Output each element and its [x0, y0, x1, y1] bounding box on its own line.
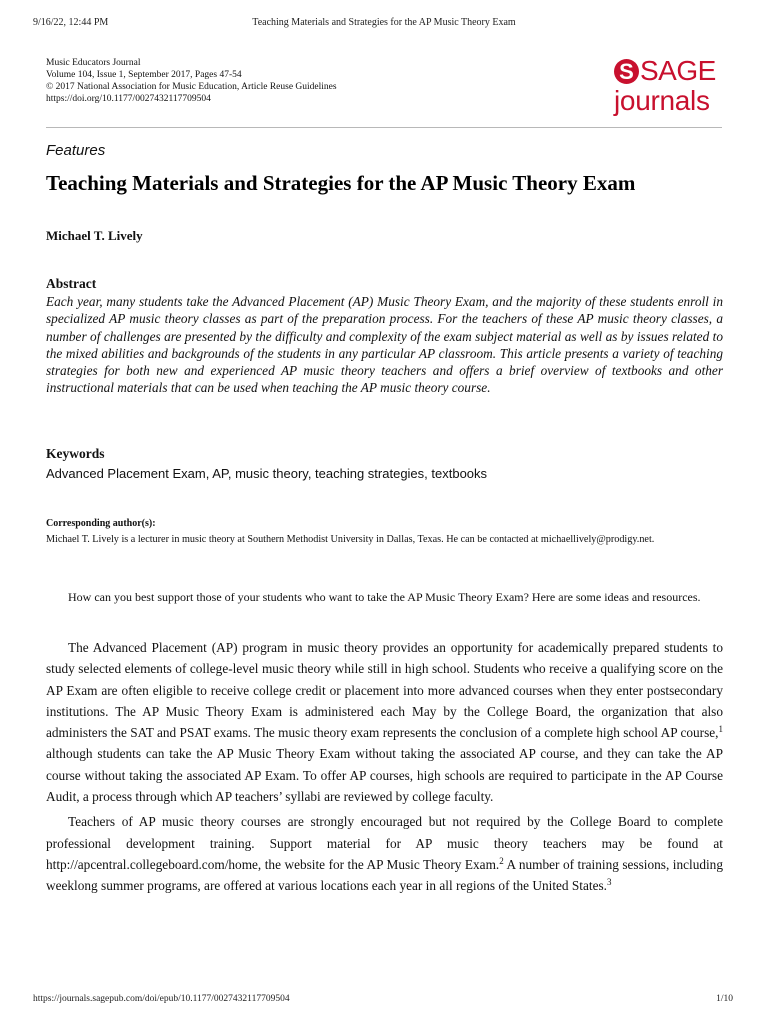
- footnote-ref-1[interactable]: 1: [718, 724, 723, 735]
- body-paragraph-1: [46, 637, 723, 807]
- print-datetime: 9/16/22, 12:44 PM: [33, 17, 109, 28]
- body-p2-text-b: A number of training sessions, including weeklong summer programs, are offered at various locations each year in all regions of the United States.: [46, 856, 723, 894]
- logo-journals-text: journals: [614, 85, 710, 116]
- print-title: Teaching Materials and Strategies for the AP Music Theory Exam: [252, 17, 516, 28]
- footnote-ref-2[interactable]: 2: [499, 855, 504, 866]
- article-body: [46, 637, 723, 901]
- sage-s-icon: S: [614, 59, 639, 84]
- keywords-heading: Keywords: [46, 446, 105, 461]
- header-divider: [46, 127, 722, 128]
- intro-blurb: How can you best support those of your students who want to take the AP Music Theory Exam? Here are some ideas and resources.: [68, 590, 701, 604]
- corresponding-author-heading: Corresponding author(s):: [46, 518, 156, 529]
- logo-sage-text: SAGE: [640, 55, 716, 86]
- body-p1-text-a: The Advanced Placement (AP) program in music theory provides an opportunity for academically prepared students to study selected elements of college-level music theory while still in high school. Students who receive a qualifying score on the AP Exam are often eligible to receive college credit or placement into more advanced courses when they enter postsecondary institutions. The AP Music Theory Exam is administered each May by the College Board, the organization that also administers the SAT and PSAT exams. The music theory exam represents the conclusion of a complete high school AP course,: [46, 640, 723, 741]
- sage-journals-logo[interactable]: [614, 56, 726, 118]
- article-title: Teaching Materials and Strategies for the AP Music Theory Exam: [46, 171, 636, 195]
- keywords-list: Advanced Placement Exam, AP, music theory, teaching strategies, textbooks: [46, 466, 488, 481]
- journal-volume: Volume 104, Issue 1, September 2017, Pages 47-54: [46, 70, 242, 80]
- abstract-text: Each year, many students take the Advanced Placement (AP) Music Theory Exam, and the majority of these students enroll in specialized AP music theory classes as part of the preparation process. For the teachers of these AP music theory classes, a number of challenges are presented by the difficulty and complexity of the exam subject material as well as by issues related to the mixed abilities and backgrounds of the students in any particular AP classroom. This article presents a variety of teaching strategies for both new and experienced AP music theory teachers and offers a brief overview of textbooks and other instructional materials that can be used when teaching the AP music theory course.: [46, 294, 723, 396]
- journal-info: [46, 57, 337, 105]
- footnote-ref-3[interactable]: 3: [607, 877, 612, 888]
- abstract-heading: Abstract: [46, 276, 97, 291]
- print-url: https://journals.sagepub.com/doi/epub/10.1177/0027432117709504: [33, 994, 290, 1004]
- body-paragraph-2: [46, 811, 723, 896]
- journal-copyright: © 2017 National Association for Music Education, Article Reuse Guidelines: [46, 82, 337, 92]
- section-label: Features: [46, 142, 106, 159]
- journal-doi[interactable]: https://doi.org/10.1177/0027432117709504: [46, 94, 211, 104]
- body-p2-text-a: Teachers of AP music theory courses are strongly encouraged but not required by the College Board to complete professional development training. Support material for AP music theory teachers may be found at http://apcentral.collegeboard.com/home, the website for the AP Music Theory Exam.: [46, 814, 723, 872]
- page-number: 1/10: [716, 994, 733, 1004]
- journal-name: Music Educators Journal: [46, 58, 141, 68]
- author-name[interactable]: Michael T. Lively: [46, 228, 143, 243]
- corresponding-author-text: Michael T. Lively is a lecturer in music theory at Southern Methodist University in Dallas, Texas. He can be contacted at michaellively@prodigy.net.: [46, 534, 655, 545]
- body-p1-text-b: although students can take the AP Music Theory Exam without taking the associated AP course, and they can take the AP course without taking the associated AP Exam. To offer AP courses, high schools are required to participate in the AP Course Audit, a process through which AP teachers’ syllabi are reviewed by college faculty.: [46, 746, 723, 805]
